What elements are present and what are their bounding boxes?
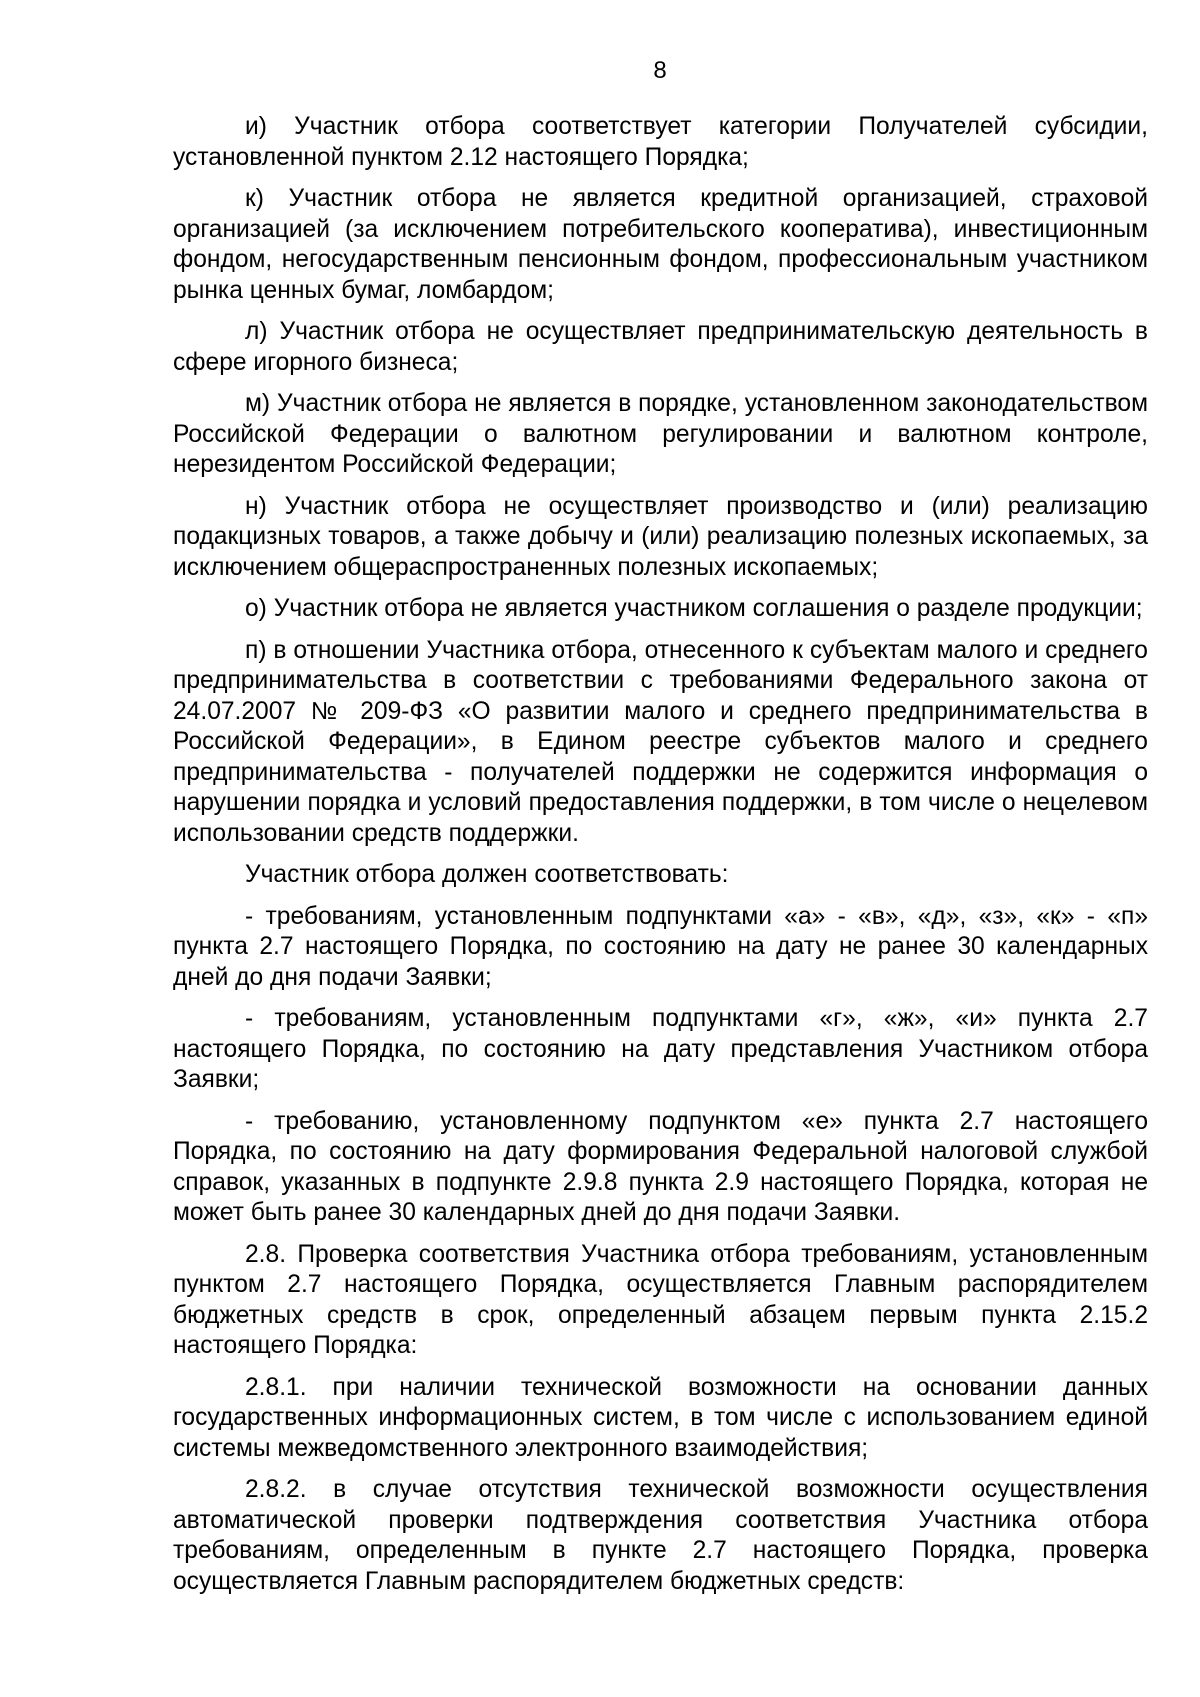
paragraph-k: к) Участник отбора не является кредитной организацией, страховой организацией (за исключением потребительского кооператива), инвестиционным фондом, негосударственным пенсионным фондом, профессиональным участником рынка ценных бумаг, ломбардом;	[173, 185, 1148, 304]
page-number: 8	[653, 57, 667, 84]
paragraph-l: л) Участник отбора не осуществляет предпринимательскую деятельность в сфере игорного бизнеса;	[173, 318, 1148, 376]
paragraph-requirement-3: - требованию, установленному подпунктом «е» пункта 2.7 настоящего Порядка, по состоянию на дату формирования Федеральной налоговой службой справок, указанных в подпункте 2.9.8 пункта 2.9 настоящего Порядка, которая не может быть ранее 30 календарных дней до дня подачи Заявки.	[173, 1107, 1148, 1226]
paragraph-n: н) Участник отбора не осуществляет производство и (или) реализацию подакцизных товаров, а также добычу и (или) реализацию полезных ископаемых, за исключением общераспространенных полезных ископаемых;	[173, 492, 1148, 581]
paragraph-requirement-1: - требованиям, установленным подпунктами «а» - «в», «д», «з», «к» - «п» пункта 2.7 настоящего Порядка, по состоянию на дату не ранее 30 календарных дней до дня подачи Заявки;	[173, 902, 1148, 991]
paragraph-requirements-intro: Участник отбора должен соответствовать:	[245, 861, 729, 888]
paragraph-m: м) Участник отбора не является в порядке, установленном законодательством Российской Федерации о валютном регулировании и валютном контроле, нерезидентом Российской Федерации;	[173, 390, 1148, 478]
paragraph-o: о) Участник отбора не является участником соглашения о разделе продукции;	[245, 595, 1143, 622]
paragraph-p: п) в отношении Участника отбора, отнесенного к субъектам малого и среднего предпринимательства в соответствии с требованиями Федерального закона от 24.07.2007 № 209-ФЗ «О развитии малого и среднего предпринимательства в Российской Федерации», в Едином реестре субъектов малого и среднего предпринимательства - получателей поддержки не содержится информация о нарушении порядка и условий предоставления поддержки, в том числе о нецелевом использовании средств поддержки.	[173, 636, 1148, 847]
document-body	[173, 112, 1148, 1608]
paragraph-i: и) Участник отбора соответствует категории Получателей субсидии, установленной пунктом 2.12 настоящего Порядка;	[173, 113, 1148, 171]
paragraph-requirement-2: - требованиям, установленным подпунктами «г», «ж», «и» пункта 2.7 настоящего Порядка, по состоянию на дату представления Участником отбора Заявки;	[173, 1005, 1148, 1093]
paragraph-2-8-2: 2.8.2. в случае отсутствия технической возможности осуществления автоматической проверки подтверждения соответствия Участника отбора требованиям, определенным в пункте 2.7 настоящего Порядка, проверка осуществляется Главным распорядителем бюджетных средств:	[173, 1476, 1148, 1595]
paragraph-2-8-1: 2.8.1. при наличии технической возможности на основании данных государственных информационных систем, в том числе с использованием единой системы межведомственного электронного взаимодействия;	[173, 1373, 1148, 1462]
paragraph-2-8: 2.8. Проверка соответствия Участника отбора требованиям, установленным пунктом 2.7 настоящего Порядка, осуществляется Главным распорядителем бюджетных средств в срок, определенный абзацем первым пункта 2.15.2 настоящего Порядка:	[173, 1240, 1148, 1359]
